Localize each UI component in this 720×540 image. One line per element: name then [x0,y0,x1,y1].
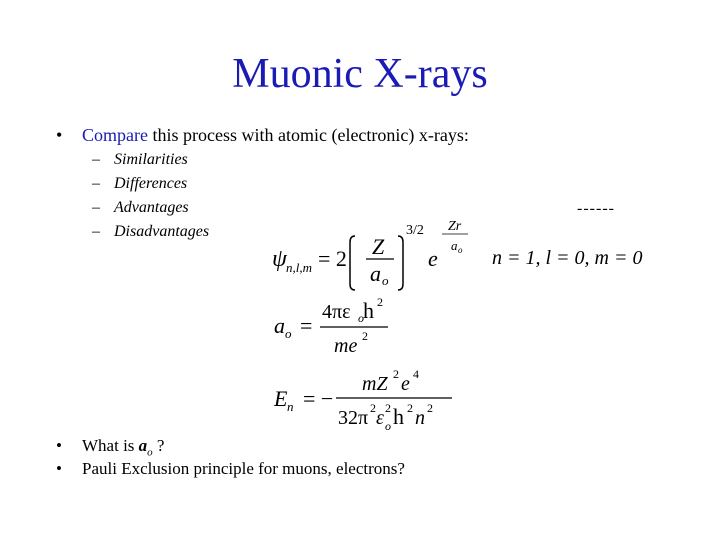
svg-text:n,l,m: n,l,m [286,260,312,275]
slide-title: Muonic X-rays [232,51,488,97]
svg-text:Zr: Zr [448,219,462,234]
svg-text:4: 4 [413,367,419,381]
svg-text:e: e [401,373,410,395]
compare-word: Compare [82,125,148,145]
svg-text:o: o [382,273,389,288]
dash-icon: – [92,175,100,192]
svg-text:o: o [358,311,364,325]
bullet-dot-icon: • [56,459,62,478]
svg-text:n = 1, l = 0, m = 0: n = 1, l = 0, m = 0 [492,247,643,269]
svg-text:ε: ε [376,407,384,429]
main-bullet-text: this process with atomic (electronic) x-rays: [147,125,469,145]
svg-text:3/2: 3/2 [406,223,424,238]
svg-text:=: = [300,313,313,338]
svg-text:h: h [363,298,374,323]
svg-text:2: 2 [427,401,433,415]
svg-text:a: a [451,238,458,253]
svg-text:o: o [285,326,292,341]
svg-text:Z: Z [372,234,385,259]
svg-text:a: a [370,261,381,286]
bohr-radius-equation [274,295,388,357]
svg-text:e: e [428,246,438,271]
question-bullet-ao: • What is $a_o$ ? [56,436,165,459]
svg-text:h: h [393,404,404,429]
svg-text:= 2: = 2 [318,246,347,271]
svg-text:2: 2 [377,295,383,309]
dash-placeholder: ------ [577,200,615,217]
bullet-dot-icon: • [56,436,62,455]
question-bullet-pauli: • Pauli Exclusion principle for muons, electrons? [56,459,405,478]
wavefunction-equation [272,219,643,290]
svg-text:2: 2 [407,401,413,415]
svg-text:o: o [458,245,463,255]
svg-text:4πε: 4πε [322,301,351,323]
dash-icon: – [92,199,100,216]
sub-item-disadvantages: – Disadvantages [92,223,210,240]
svg-text:ψ: ψ [272,246,287,272]
svg-text:mZ: mZ [362,373,388,395]
dash-icon: – [92,151,100,168]
svg-text:n: n [415,407,425,429]
sub-item-differences: – Differences [92,175,188,192]
svg-text:2: 2 [362,329,368,343]
svg-text:2: 2 [370,401,376,415]
sub-item-similarities: – Similarities [92,151,188,168]
svg-text:E: E [274,386,288,411]
bullet-dot-icon: • [56,125,63,145]
svg-text:= −: = − [303,386,334,411]
svg-text:32π: 32π [338,407,369,429]
svg-text:2: 2 [385,401,391,415]
energy-equation [273,367,452,433]
svg-text:n: n [287,399,294,414]
svg-text:2: 2 [393,367,399,381]
svg-text:o: o [385,419,391,433]
dash-icon: – [92,223,100,240]
sub-item-advantages: – Advantages [92,199,189,216]
svg-text:me: me [334,335,358,357]
svg-text:a: a [274,313,285,338]
